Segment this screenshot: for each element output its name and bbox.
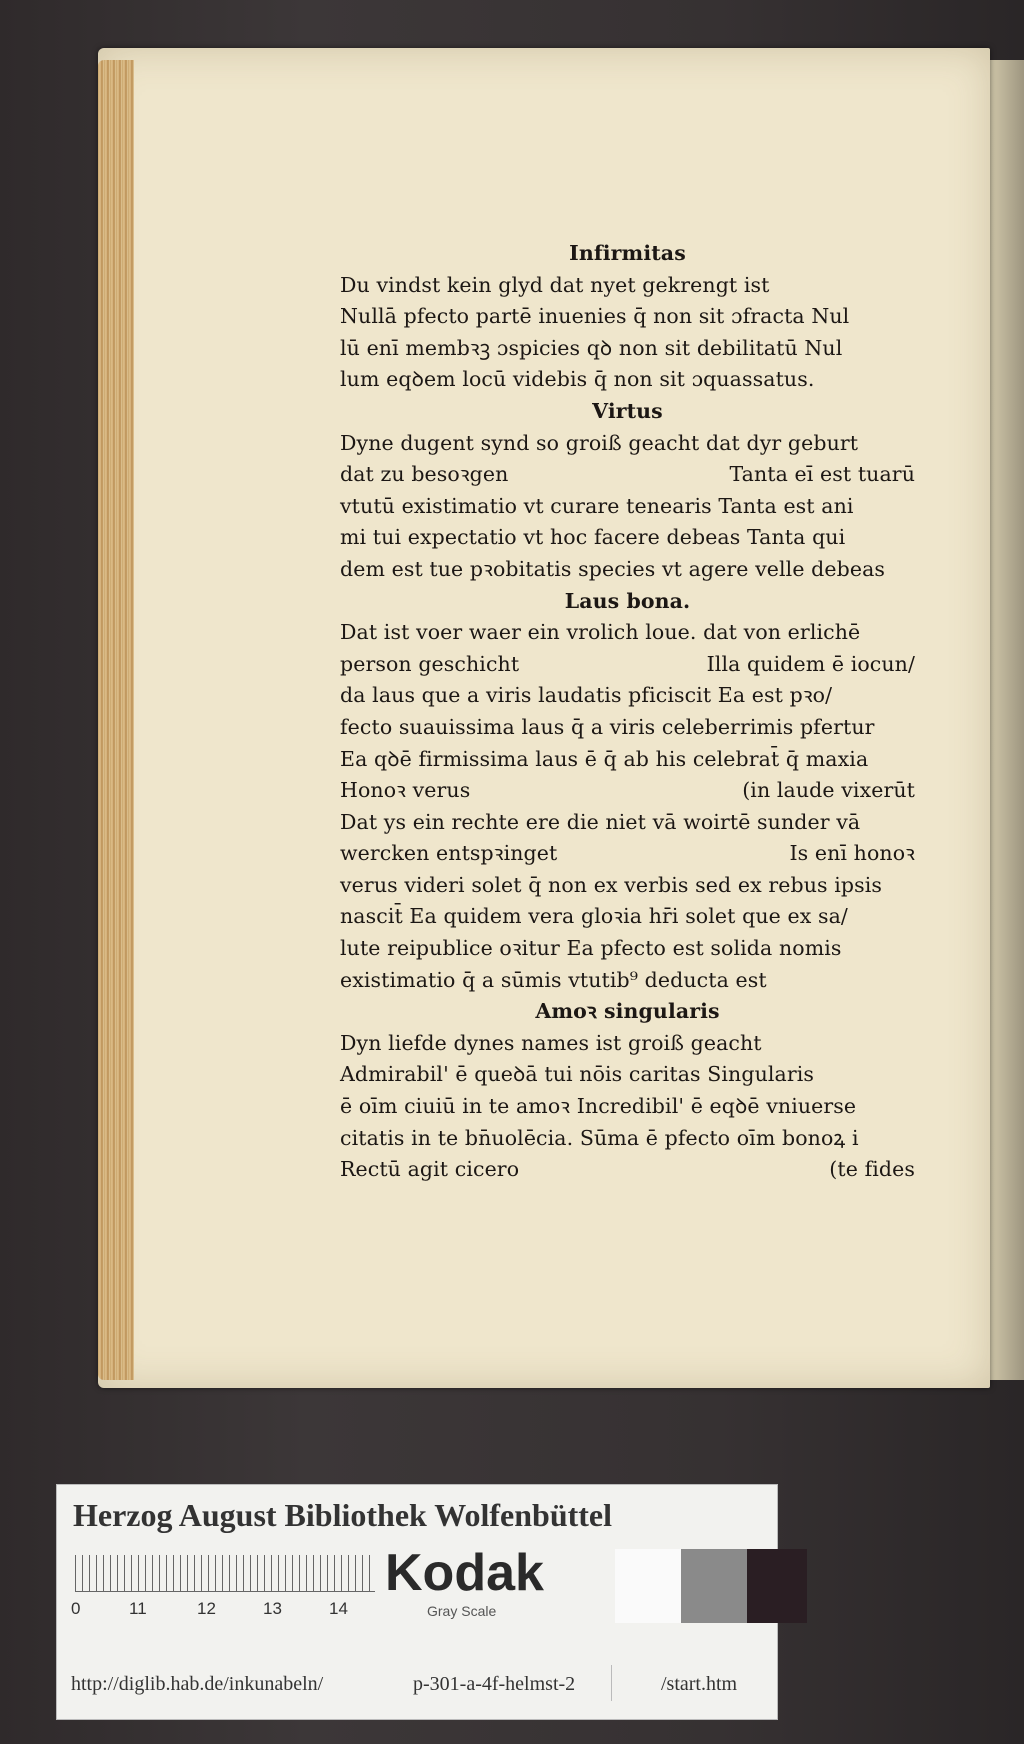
text-line	[340, 1154, 915, 1186]
ruler-number: 11	[129, 1599, 147, 1618]
text-line	[340, 775, 915, 807]
text-line-left: person geschicht	[340, 651, 520, 676]
text-line-left: Rectū agit cicero	[340, 1157, 520, 1182]
text-line: lū enī membꝛꝫ ɔspicies qꝺ non sit debilitatū Nul	[340, 335, 843, 360]
text-line: Dyne dugent synd so groiß geacht dat dyr geburt	[340, 430, 859, 455]
text-line: citatis in te bn̄uolēcia. Sūma ē pfecto oīm bonoꝝ i	[340, 1125, 859, 1150]
text-line: lum eqꝺem locū videbis q̄ non sit ɔquassatus.	[340, 367, 815, 392]
text-line: nascit̄ Ea quidem vera gloꝛia hr̄i solet que ex sa/	[340, 904, 848, 929]
text-line-right: Is enī honoꝛ	[789, 841, 915, 866]
section-heading: Laus bona.	[564, 588, 691, 613]
section-heading: Virtus	[592, 398, 663, 423]
text-line: Du vindst kein glyd dat nyet gekrengt ist	[340, 272, 770, 297]
dark-swatch	[747, 1549, 807, 1623]
text-line: Nullā pfecto partē inuenies q̄ non sit ɔfracta Nul	[340, 304, 850, 329]
text-line	[340, 459, 915, 491]
kodak-logo: Kodak	[385, 1544, 544, 1602]
text-line-left: wercken entspꝛinget	[340, 841, 558, 866]
text-line: fecto suauissima laus q̄ a viris celeberrimis pfertur	[340, 714, 875, 739]
page-fore-edge	[98, 60, 134, 1380]
white-swatch	[615, 1549, 681, 1623]
text-line: Admirabil' ē queꝺā tui nōis caritas Singularis	[340, 1062, 815, 1087]
gray-scale-label: Gray Scale	[427, 1603, 497, 1619]
text-line-left: Honoꝛ verus	[340, 778, 471, 803]
text-line: mi tui expectatio vt hoc facere debeas Tanta qui	[340, 525, 846, 550]
text-line: dem est tue pꝛobitatis species vt agere velle debeas	[340, 556, 886, 581]
gray-swatch	[681, 1549, 747, 1623]
text-line-right: Illa quidem ē iocun/	[706, 651, 915, 676]
text-line: vtutū existimatio vt curare tenearis Tanta est ani	[340, 493, 854, 518]
ruler-number: 12	[197, 1599, 216, 1618]
text-line	[340, 838, 915, 870]
url-suffix: /start.htm	[661, 1673, 738, 1695]
text-line-right: (te fides	[829, 1157, 915, 1182]
text-line: verus videri solet q̄ non ex verbis sed ex rebus ipsis	[340, 872, 883, 897]
text-line: existimatio q̄ a sūmis vtutib⁹ deducta est	[340, 967, 767, 992]
text-line: Dyn liefde dynes names ist groiß geacht	[340, 1030, 762, 1055]
text-line-left: dat zu besoꝛgen	[340, 462, 509, 487]
text-line	[340, 649, 915, 681]
ruler-number: 14	[329, 1599, 348, 1618]
ruler-number: 0	[71, 1599, 81, 1618]
text-line: Dat ys ein rechte ere die niet vā woirtē sunder vā	[340, 809, 861, 834]
measurement-ruler	[75, 1555, 375, 1592]
adjacent-page-edge	[990, 60, 1024, 1380]
text-line-right: (in laude vixerūt	[742, 778, 915, 803]
printed-text-block	[340, 238, 915, 1186]
text-line: Dat ist voer waer ein vrolich loue. dat von erlichē	[340, 620, 861, 645]
text-line: Ea qꝺē firmissima laus ē q̄ ab his celebrat̄ q̄ maxia	[340, 746, 869, 771]
library-name: Herzog August Bibliothek Wolfenbüttel	[73, 1497, 613, 1533]
text-line-right: Tanta eī est tuarū	[729, 462, 915, 487]
text-line: lute reipublice oꝛitur Ea pfecto est solida nomis	[340, 936, 842, 961]
section-heading: Amoꝛ singularis	[535, 999, 720, 1024]
section-heading: Infirmitas	[569, 241, 686, 265]
ruler-number: 13	[263, 1599, 282, 1618]
color-calibration-strip	[56, 1484, 778, 1720]
url-base: http://diglib.hab.de/inkunabeln/	[71, 1673, 324, 1695]
url-id: p-301-a-4f-helmst-2	[413, 1673, 576, 1695]
text-line: ē oīm ciuiū in te amoꝛ Incredibil' ē eqꝺē vniuerse	[340, 1094, 857, 1119]
text-line: da laus que a viris laudatis pficiscit Ea est pꝛo/	[340, 683, 833, 708]
